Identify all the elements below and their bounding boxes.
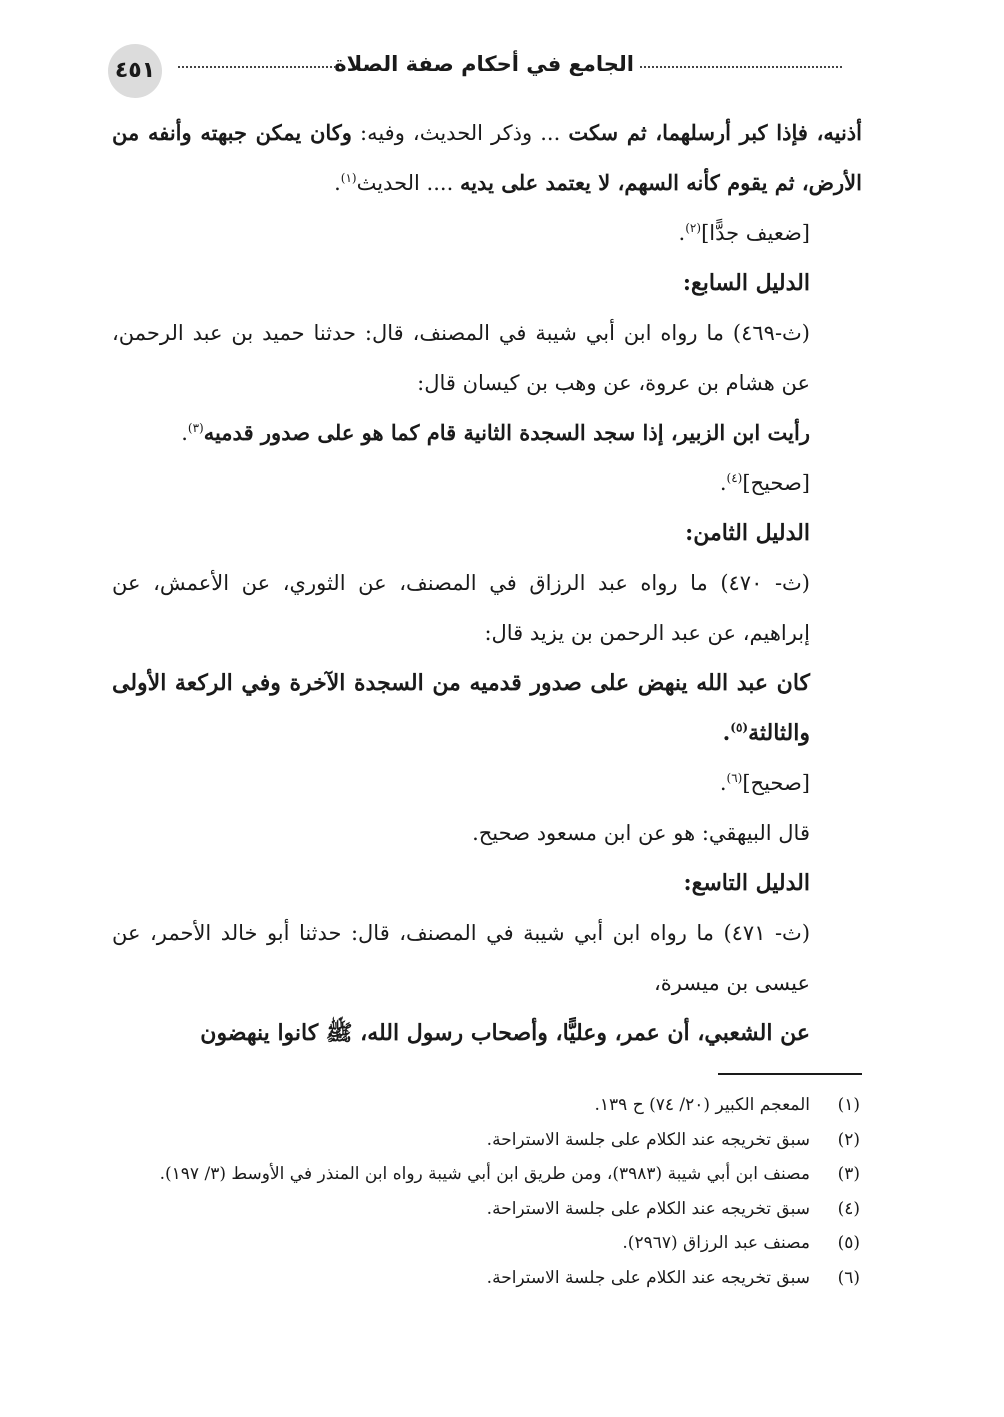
footnote-ref: (٣) [187, 421, 204, 435]
footnote-text: المعجم الكبير (٢٠/ ٧٤) ح ١٣٩. [594, 1095, 810, 1115]
section-heading: الدليل السابع: [682, 270, 810, 296]
grade-text: [ضعيف جدًّا] [701, 221, 810, 245]
footnote-number: (٤) [837, 1198, 860, 1219]
footnote-ref: (٦) [726, 771, 743, 785]
footnote-text: سبق تخريجه عند الكلام على جلسة الاستراحة. [486, 1198, 810, 1219]
footnotes [100, 1088, 860, 1295]
footnote-text: مصنف عبد الرزاق (٢٩٦٧). [622, 1233, 810, 1253]
running-header-title: الجامع في أحكام صفة الصلاة [334, 52, 634, 76]
hadith-continuation [112, 108, 862, 208]
footnote-ref: (٢) [685, 221, 702, 235]
section-heading: الدليل التاسع: [683, 870, 810, 896]
grade-line [112, 458, 862, 508]
footnote-ref: (٤) [726, 471, 743, 485]
matn-fragment: أذنيه، فإذا كبر أرسلهما، ثم سكت [568, 120, 862, 145]
matn-paragraph [112, 658, 862, 758]
footnote [100, 1192, 860, 1227]
matn-text: رأيت ابن الزبير، إذا سجد السجدة الثانية قام كما هو على صدور قدميه [203, 420, 810, 445]
page-number-badge: ٤٥١ [108, 44, 162, 98]
footnote-ref: (٥) [730, 720, 749, 735]
footnote [100, 1226, 860, 1261]
bayhaqi-comment: قال البيهقي: هو عن ابن مسعود صحيح. [472, 821, 810, 845]
punctuation: . [719, 471, 727, 495]
narration-note: ... وذكر الحديث، وفيه: [351, 121, 569, 145]
footnote-text: مصنف ابن أبي شيبة (٣٩٨٣)، ومن طريق ابن أبي شيبة رواه ابن المنذر في الأوسط (٣/ ١٩٧). [159, 1164, 810, 1184]
matn-fragment: وكان يمكن جبهته وأنفه من الأرض، ثم يقوم كأنه السهم، لا يعتمد على يديه [112, 120, 862, 195]
footnote-number: (١) [837, 1095, 860, 1115]
matn-paragraph [112, 408, 862, 458]
isnad-paragraph: (ث-٤٦٩) ما رواه ابن أبي شيبة في المصنف، قال: حدثنا حميد بن عبد الرحمن، عن هشام بن عروة، عن وهب بن كيسان قال: [112, 321, 810, 395]
punctuation: . [678, 221, 686, 245]
punctuation: . [722, 720, 731, 746]
footnote-separator [718, 1073, 862, 1075]
punctuation: . [181, 421, 188, 445]
section-heading: الدليل الثامن: [685, 520, 810, 546]
footnote [100, 1157, 860, 1192]
isnad-paragraph: (ث- ٤٧١) ما رواه ابن أبي شيبة في المصنف، قال: حدثنا أبو خالد الأحمر، عن عيسى بن ميسرة، [112, 921, 811, 995]
footnote-ref: (١) [340, 171, 357, 185]
matn-text: كان عبد الله ينهض على صدور قدميه من السجدة الآخرة وفي الركعة الأولى والثالثة [112, 670, 810, 746]
footnote [100, 1261, 860, 1296]
narration-note: .... الحديث [356, 171, 460, 195]
punctuation: . [719, 771, 727, 795]
footnote-text: سبق تخريجه عند الكلام على جلسة الاستراحة. [486, 1129, 810, 1150]
footnote [100, 1088, 860, 1123]
header-dotted-rule-left [178, 66, 336, 68]
footnote-number: (٣) [837, 1164, 860, 1184]
footnote-text: سبق تخريجه عند الكلام على جلسة الاستراحة. [486, 1267, 810, 1288]
footnote-number: (٥) [837, 1233, 860, 1253]
main-text [112, 108, 862, 1058]
isnad-paragraph: (ث- ٤٧٠) ما رواه عبد الرزاق في المصنف، عن الثوري، عن الأعمش، عن إبراهيم، عن عبد الرحمن بن يزيد قال: [112, 571, 811, 645]
grade-text: [صحيح] [742, 771, 810, 795]
footnote [100, 1123, 860, 1158]
footnote-number: (٢) [837, 1129, 860, 1150]
grade-line [112, 208, 862, 258]
footnote-number: (٦) [837, 1267, 860, 1288]
matn-paragraph: عن الشعبي، أن عمر، وعليًّا، وأصحاب رسول الله، ﷺ كانوا ينهضون [200, 1020, 810, 1046]
header-dotted-rule-right [640, 66, 842, 68]
grade-line [112, 758, 862, 808]
grade-text: [صحيح] [742, 471, 810, 495]
punctuation: . [334, 171, 341, 195]
